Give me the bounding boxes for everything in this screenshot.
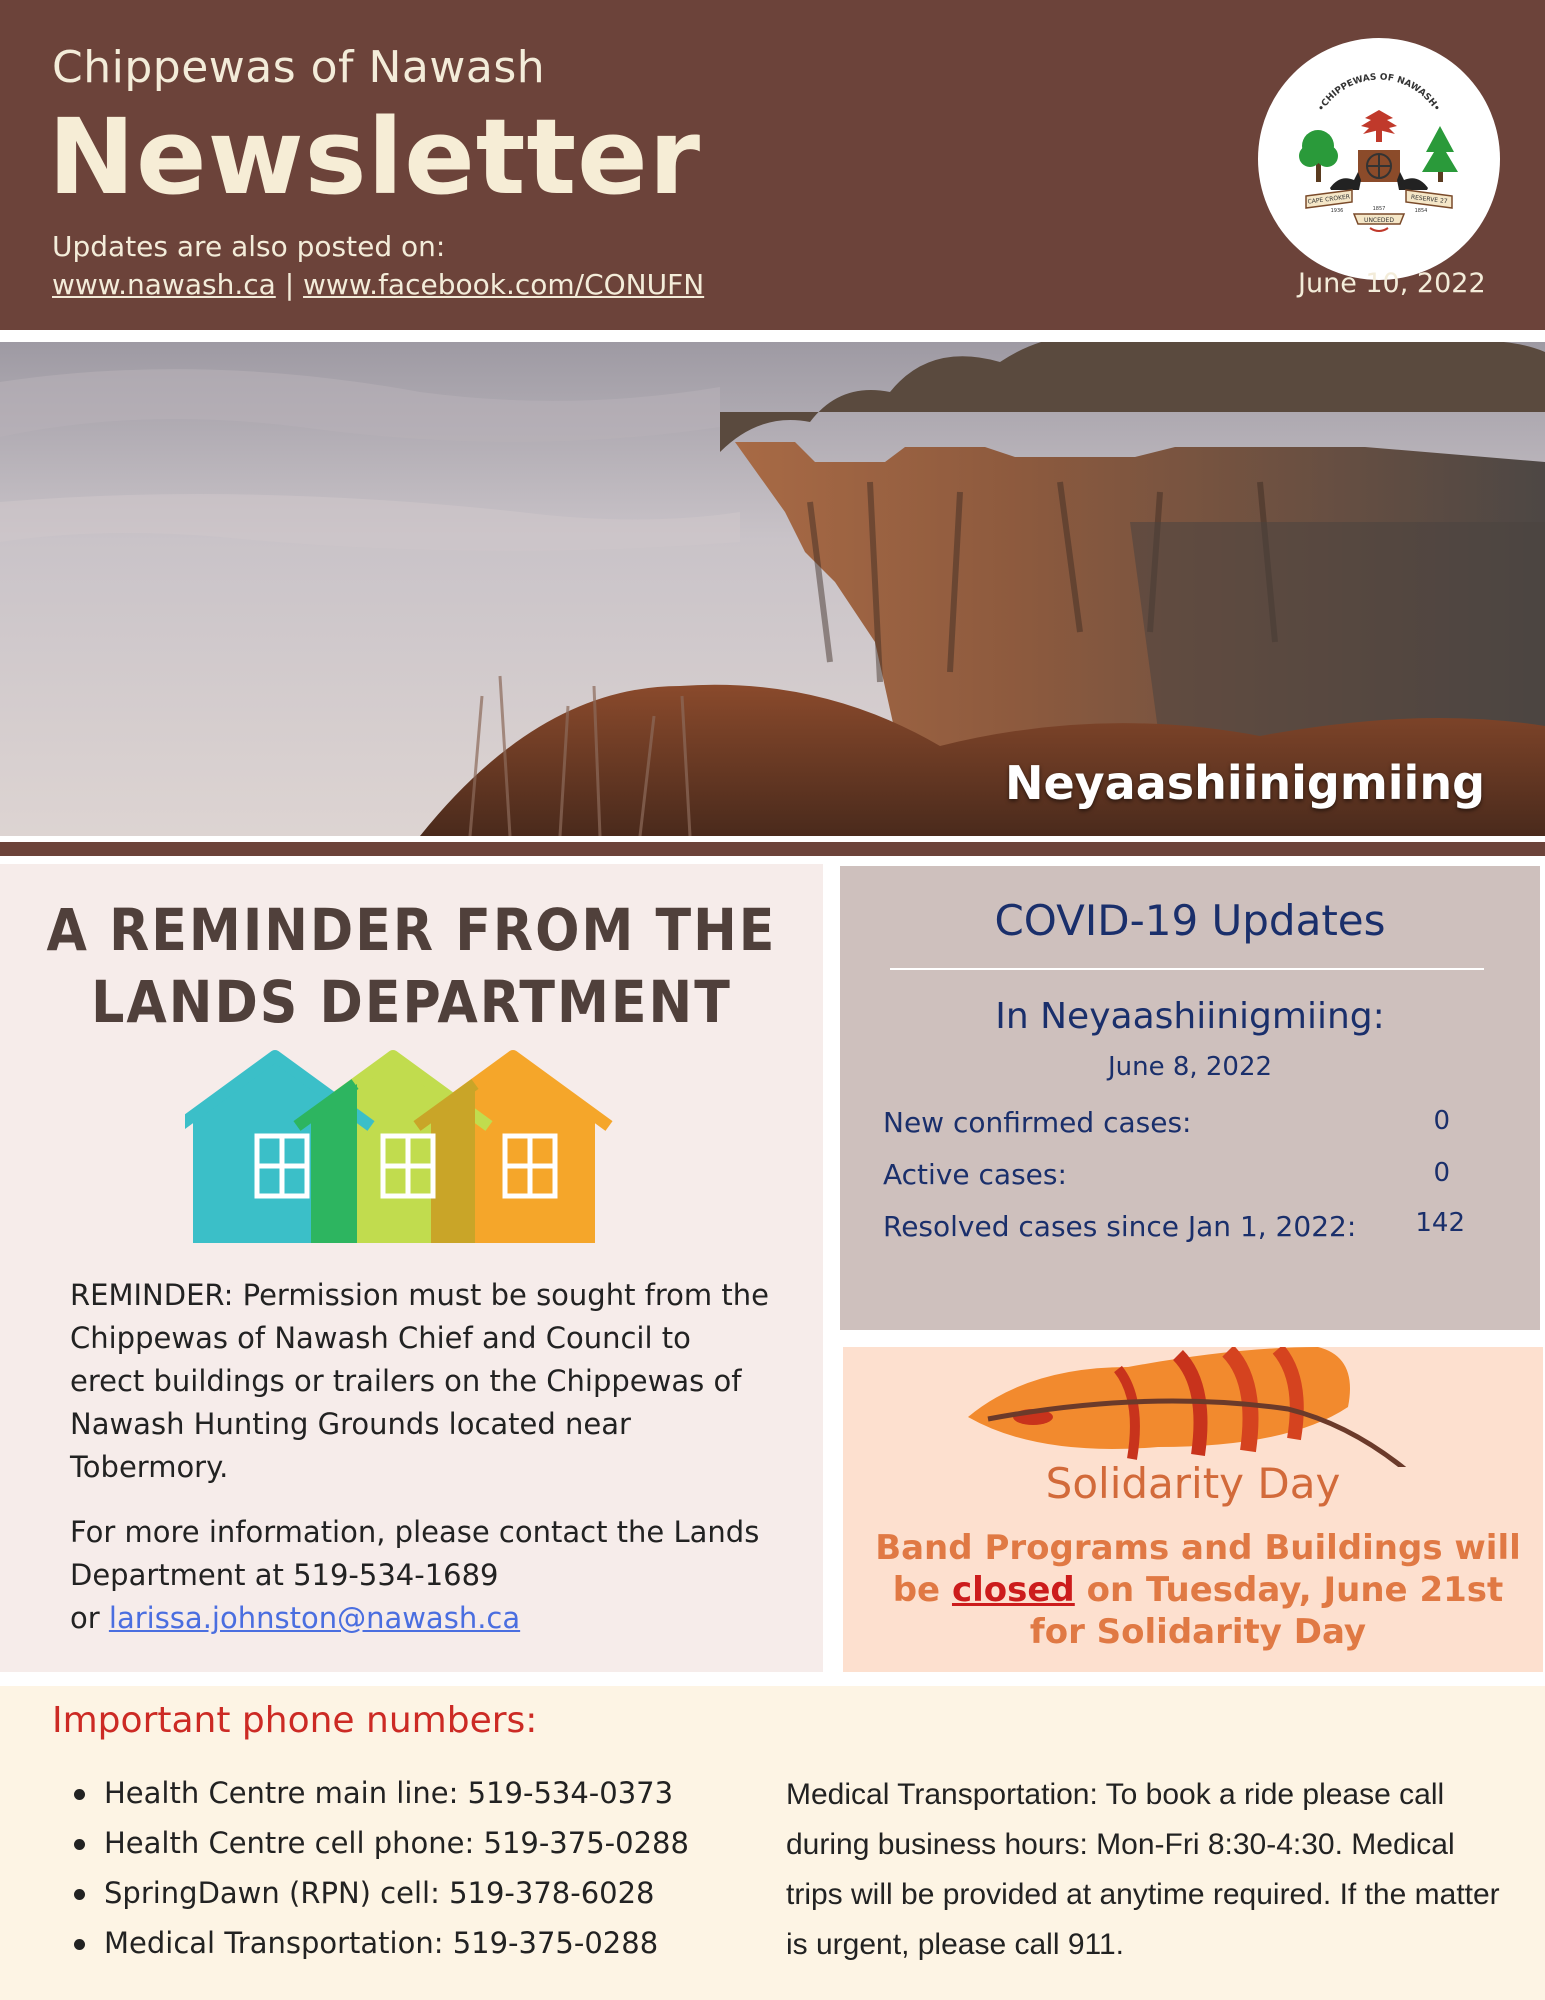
section-divider [0,842,1545,856]
list-item: Health Centre main line: 519-534-0373 [70,1768,689,1818]
phone-list [70,1768,689,1968]
lands-reminder-text: REMINDER: Permission must be sought from the Chippewas of Nawash Chief and Council to erect buildings or trailers on the Chippewas of Nawash Hunting Grounds located near Tobermory. [70,1278,769,1484]
svg-text:1936: 1936 [1330,208,1344,214]
medical-transport-note: Medical Transportation: To book a ride please call during business hours: Mon-Fri 8:30-4:30. Medical trips will be provided at anytime required. If the matter is urgent, please call 911. [786,1778,1500,1961]
svg-text:UNCEDED: UNCEDED [1364,217,1394,224]
lands-contact-phone: For more information, please contact the Lands Department at 519-534-1689 [70,1515,760,1592]
covid-row-new-cases [883,1106,1483,1139]
list-item: Health Centre cell phone: 519-375-0288 [70,1818,689,1868]
lands-contact-text [70,1511,770,1640]
closed-emphasis: closed [951,1570,1075,1610]
lands-title-line2: LANDS DEPARTMENT [91,968,732,1036]
solidarity-title: Solidarity Day [1045,1459,1341,1508]
newsletter-title: Newsletter [48,96,701,218]
covid-row-active-cases [883,1158,1483,1191]
covid-report-date: June 8, 2022 [1107,1052,1273,1082]
link-separator: | [284,268,295,301]
nation-logo [1258,38,1500,280]
svg-text:1857: 1857 [1372,206,1386,212]
facebook-link[interactable]: www.facebook.com/CONUFN [303,268,705,301]
website-link[interactable]: www.nawash.ca [52,268,276,301]
lands-reminder-panel [0,864,823,1672]
lands-contact-or: or [70,1601,100,1635]
phone-numbers-section [0,1686,1545,2000]
issue-date: June 10, 2022 [1298,268,1486,299]
covid-updates-panel [840,866,1540,1330]
phone-numbers-title: Important phone numbers: [52,1700,538,1741]
svg-text:RESERVE 27: RESERVE 27 [1410,193,1448,206]
hero-image [0,342,1545,836]
covid-row-label: Active cases: [883,1158,1067,1191]
newsletter-header [0,0,1545,330]
lands-title [0,894,823,1038]
svg-text:•CHIPPEWAS OF NAWASH•: •CHIPPEWAS OF NAWASH• [1316,72,1442,114]
covid-title: COVID-19 Updates [994,896,1386,945]
list-item: SpringDawn (RPN) cell: 519-378-6028 [70,1868,689,1918]
hero-caption: Neyaashiinigmiing [1004,756,1485,810]
solidarity-day-panel [843,1347,1543,1672]
solidarity-text-before: Band Programs and Buildings will be [875,1528,1521,1610]
covid-location: In Neyaashiinigmiing: [995,996,1385,1037]
covid-row-value: 0 [1433,1106,1450,1136]
solidarity-text-after: on Tuesday, June 21st for Solidarity Day [1029,1570,1504,1652]
lands-title-line1: A REMINDER FROM THE [46,896,777,964]
nation-emblem-icon [1258,38,1500,280]
feather-icon [958,1347,1448,1467]
header-links [52,268,704,301]
svg-text:CAPE CROKER: CAPE CROKER [1307,193,1351,206]
updates-label: Updates are also posted on: [52,230,446,263]
covid-divider [890,968,1484,970]
svg-text:1854: 1854 [1414,208,1428,214]
lands-body [70,1274,770,1662]
covid-row-label: New confirmed cases: [883,1106,1192,1139]
solidarity-notice [863,1527,1533,1653]
covid-row-label: Resolved cases since Jan 1, 2022: [883,1210,1357,1243]
covid-row-value: 0 [1433,1158,1450,1188]
lands-email-link[interactable]: larissa.johnston@nawash.ca [108,1601,521,1635]
covid-row-value: 142 [1415,1208,1465,1238]
houses-icon [185,1046,635,1246]
list-item: Medical Transportation: 519-375-0288 [70,1918,689,1968]
covid-row-resolved-cases [883,1210,1483,1243]
org-name: Chippewas of Nawash [52,42,546,93]
